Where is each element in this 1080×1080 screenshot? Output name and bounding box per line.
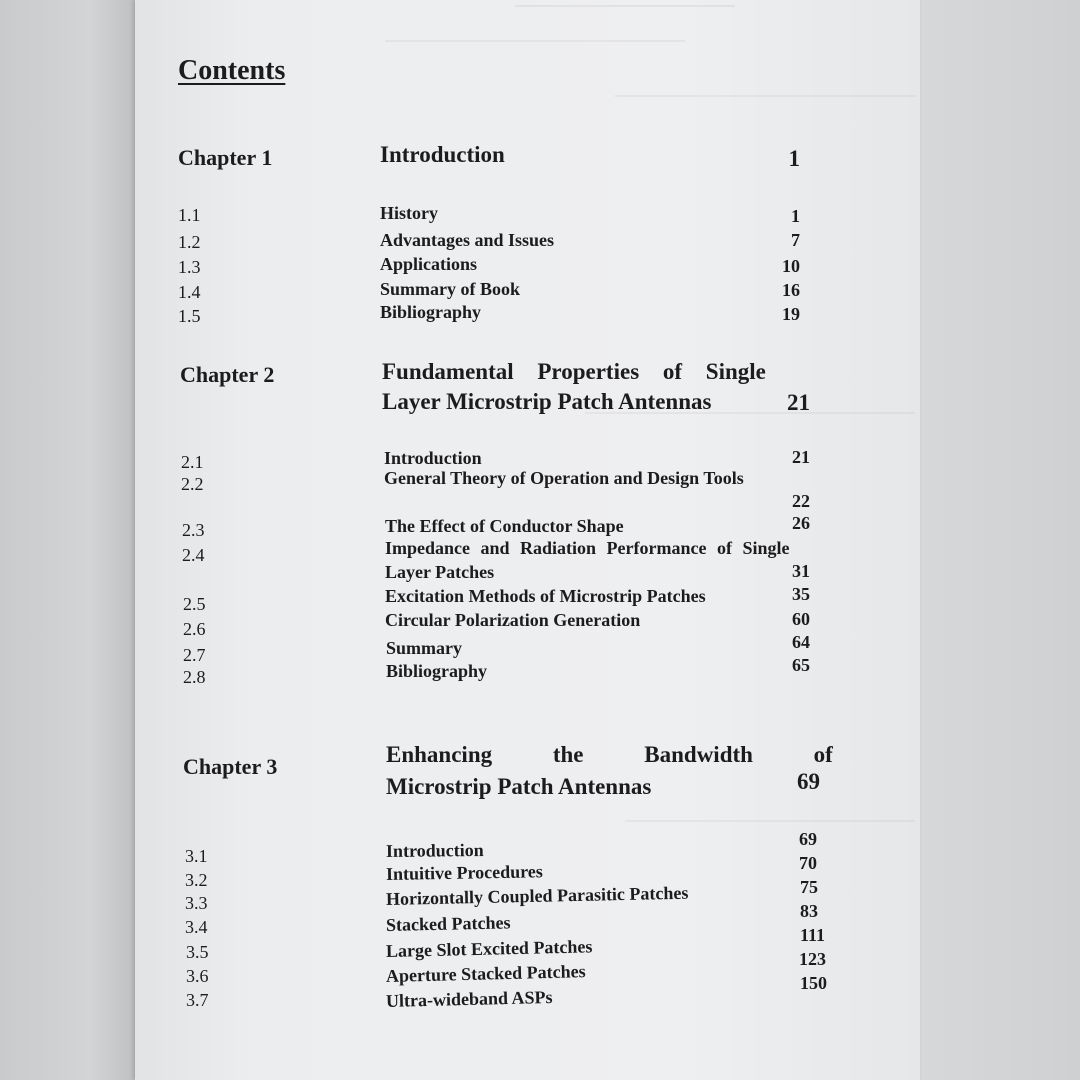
chapter-title: Fundamental Properties of Single Layer Microstrip Patch Antennas — [382, 357, 830, 417]
chapter-label: Chapter 2 — [180, 362, 275, 387]
chapter-label: Chapter 1 — [178, 145, 273, 170]
chapter-page: 21 — [787, 390, 810, 415]
chapter-page: 1 — [788, 146, 800, 171]
chapter-label: Chapter 3 — [183, 754, 278, 779]
chapter-page: 69 — [797, 769, 820, 794]
adjacent-page-right — [915, 0, 1080, 1080]
contents-heading: Contents — [178, 55, 286, 86]
chapter-title-line1: Fundamental Properties of Single — [382, 359, 766, 384]
chapter-title: Introduction — [380, 142, 505, 167]
chapter-title: Enhancing the Bandwidth of Microstrip Patch Antennas — [386, 742, 833, 799]
adjacent-page-left — [0, 0, 150, 1080]
